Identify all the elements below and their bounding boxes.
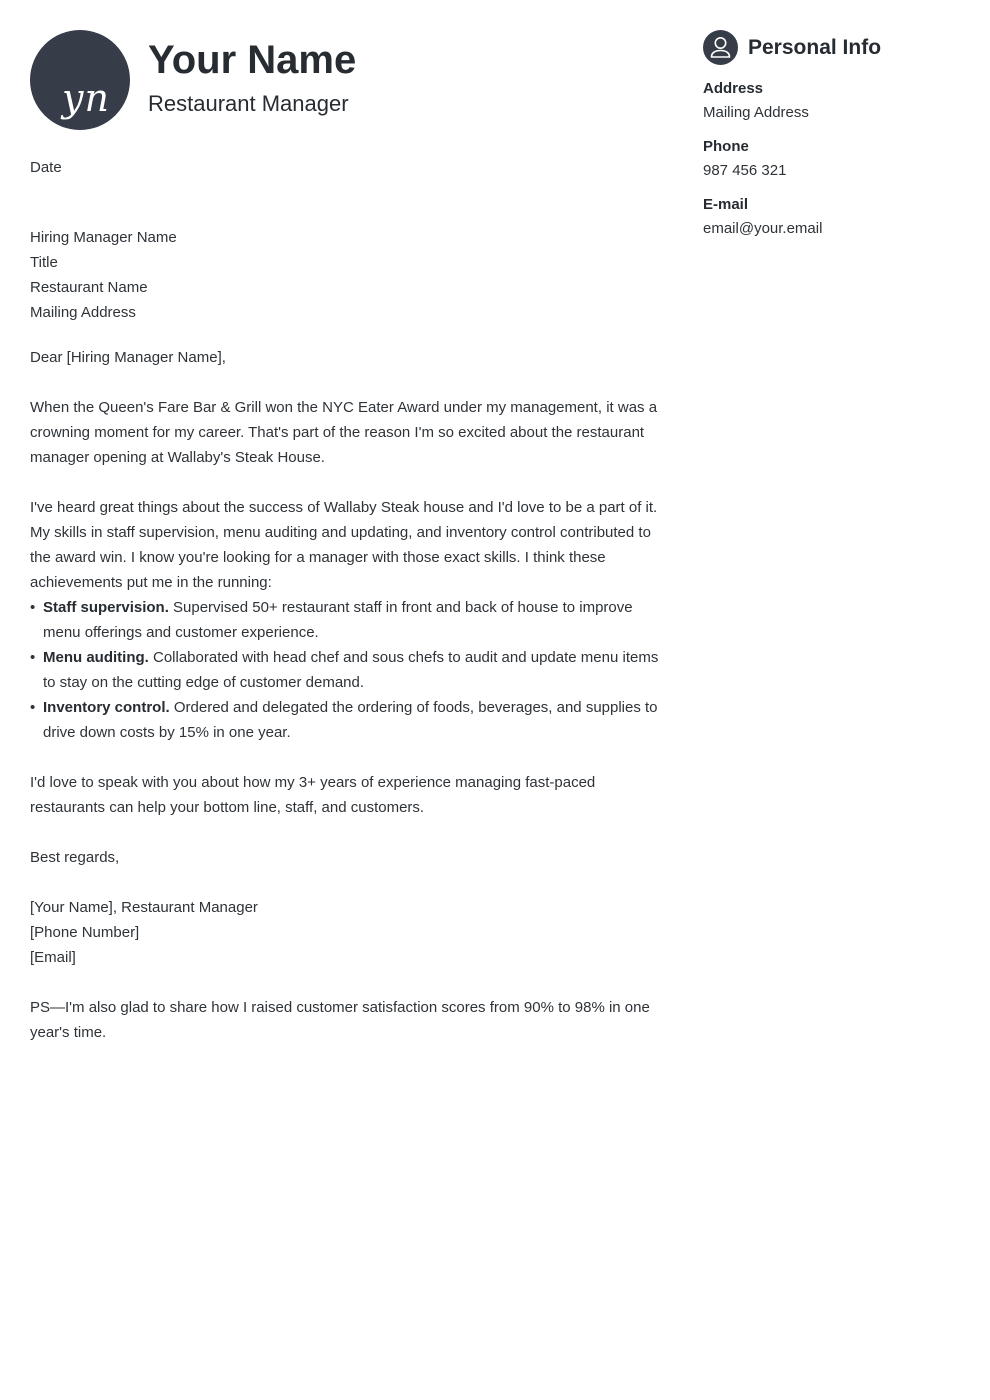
list-item	[30, 595, 665, 645]
email-info	[703, 194, 963, 241]
letter-date: Date	[30, 159, 62, 176]
postscript: PS—I'm also glad to share how I raised customer satisfaction scores from 90% to 98% in one year's time.	[30, 999, 650, 1041]
person-icon	[703, 30, 738, 65]
letter-body	[30, 155, 665, 1045]
letter-header	[30, 30, 670, 130]
signature-block	[30, 895, 665, 970]
email-label: E-mail	[703, 196, 749, 213]
applicant-job-title: Restaurant Manager	[148, 91, 349, 116]
email-value: email@your.email	[703, 220, 823, 237]
recipient-name: Hiring Manager Name	[30, 229, 177, 246]
bullet-marker: •	[30, 599, 36, 616]
applicant-name: Your Name	[148, 38, 357, 82]
phone-label: Phone	[703, 138, 749, 155]
closing-paragraph: I'd love to speak with you about how my 3+ years of experience managing fast-paced restaurants can help your bottom line, staff, and customers.	[30, 774, 596, 816]
body-paragraph: I've heard great things about the success of Wallaby Steak house and I'd love to be a part of it. My skills in staff supervision, menu auditing and updating, and inventory control contributed to the award win. I know you're looking for a manager with those exact skills. I think these achievements put me in the running:	[30, 499, 658, 591]
achievement-text: Collaborated with head chef and sous chefs to audit and update menu items to stay on the cutting edge of customer demand.	[43, 649, 659, 691]
closing-phrase: Best regards,	[30, 849, 120, 866]
address-value: Mailing Address	[703, 104, 809, 121]
recipient-block	[30, 225, 665, 325]
salutation: Dear [Hiring Manager Name],	[30, 349, 226, 366]
bullet-marker: •	[30, 649, 36, 666]
monogram-avatar	[30, 30, 130, 130]
signature-name: [Your Name], Restaurant Manager	[30, 899, 258, 916]
recipient-address: Mailing Address	[30, 304, 136, 321]
list-item	[30, 645, 665, 695]
achievement-title: Staff supervision.	[43, 599, 169, 616]
achievement-text: Ordered and delegated the ordering of foods, beverages, and supplies to drive down costs by 15% in one year.	[43, 699, 658, 741]
achievement-title: Menu auditing.	[43, 649, 149, 666]
achievement-title: Inventory control.	[43, 699, 170, 716]
recipient-title: Title	[30, 254, 58, 271]
address-info	[703, 78, 963, 125]
list-item	[30, 695, 665, 745]
monogram-initials: yn	[62, 76, 110, 120]
signature-email: [Email]	[30, 949, 76, 966]
phone-value: 987 456 321	[703, 162, 787, 179]
sidebar-title: Personal Info	[748, 36, 882, 59]
signature-phone: [Phone Number]	[30, 924, 140, 941]
recipient-company: Restaurant Name	[30, 279, 148, 296]
achievement-text: Supervised 50+ restaurant staff in front and back of house to improve menu offerings and customer experience.	[43, 599, 633, 641]
address-label: Address	[703, 80, 764, 97]
opening-paragraph: When the Queen's Fare Bar & Grill won the NYC Eater Award under my management, it was a crowning moment for my career. That's part of the reason I'm so excited about the restaurant manager opening at Wallaby's Steak House.	[30, 399, 658, 466]
phone-info	[703, 136, 963, 183]
achievements-list	[30, 595, 665, 745]
bullet-marker: •	[30, 699, 36, 716]
personal-info-sidebar	[703, 30, 963, 252]
sidebar-header	[703, 30, 963, 66]
